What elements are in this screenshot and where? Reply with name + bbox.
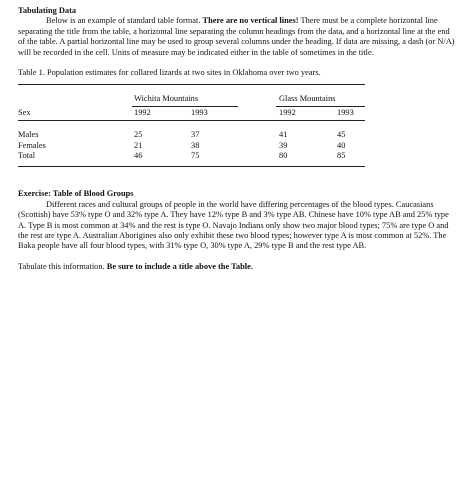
- data-cell: 80: [279, 151, 288, 161]
- data-column: [134, 130, 142, 161]
- table-bottom-rule: [18, 166, 365, 167]
- table-top-rule: [18, 84, 365, 85]
- row-label: Total: [18, 151, 36, 161]
- row-label-column: [18, 130, 46, 161]
- row-label: Males: [18, 130, 39, 140]
- data-cell: 38: [191, 140, 200, 150]
- data-column: [337, 130, 345, 161]
- data-cell: 25: [134, 130, 143, 140]
- intro-paragraph: [18, 16, 458, 58]
- document-page: [18, 6, 458, 272]
- intro-text-end: There must be a complete horizontal line separating the title from the table, a horizontal line separating the column headings from the data, and a horizontal line at the end of the table. A partial horizontal line may be used to group several columns under the heading. If data are missing, a dash (or N/A) will be recorded in the cell. Units of measure may be indicated either in the table of sometimes in the title.: [18, 16, 455, 57]
- data-column: [279, 130, 287, 161]
- section-heading: Tabulating Data: [18, 6, 77, 15]
- data-column: [191, 130, 199, 161]
- group-header-glass: Glass Mountains: [279, 94, 336, 104]
- data-cell: 41: [279, 130, 288, 140]
- header-rule: [18, 120, 365, 121]
- table-caption: Table 1. Population estimates for collared lizards at two sites in Oklahoma over two years.: [18, 68, 321, 78]
- instruction-text: Tabulate this information.: [18, 261, 107, 271]
- intro-text-start: Below is an example of standard table format.: [46, 16, 203, 26]
- partial-rule-glass: [276, 106, 365, 107]
- group-header-wichita: Wichita Mountains: [134, 94, 199, 104]
- row-header-sex: Sex: [18, 108, 31, 118]
- instruction-bold-text: Be sure to include a title above the Table.: [106, 261, 253, 271]
- instruction-line: [18, 262, 458, 272]
- data-cell: 85: [337, 151, 346, 161]
- data-cell: 75: [191, 151, 200, 161]
- intro-bold-text: There are no vertical lines!: [202, 16, 299, 26]
- row-label: Females: [18, 140, 46, 150]
- data-cell: 21: [134, 140, 143, 150]
- year-header: 1993: [191, 108, 208, 118]
- exercise-paragraph: Different races and cultural groups of people in the world have differing percentages of the blood types. Caucasians (Scottish) have 53% type O and 32% type A. They have 12% type B and 3% type AB. Chinese have 10% type AB and 25% type A. Type B is most common at 34% and the rest is type O. Navajo Indians only show two major blood types; 75% are type O and the rest are type A. Australian Aborigines also only exhibit these two blood types; however type A is most common at 52%. The Baka people have all four blood types, with 31% type O, 30% type A, 29% type B and the rest type AB.: [18, 199, 449, 251]
- year-header: 1992: [279, 108, 296, 118]
- year-header: 1992: [134, 108, 151, 118]
- data-cell: 37: [191, 130, 200, 140]
- exercise-heading: Exercise: Table of Blood Groups: [18, 189, 134, 199]
- data-cell: 46: [134, 151, 143, 161]
- year-header: 1993: [337, 108, 354, 118]
- data-cell: 40: [337, 140, 346, 150]
- lizard-table: [18, 84, 365, 174]
- partial-rule-wichita: [132, 106, 238, 107]
- data-cell: 45: [337, 130, 346, 140]
- data-cell: 39: [279, 140, 288, 150]
